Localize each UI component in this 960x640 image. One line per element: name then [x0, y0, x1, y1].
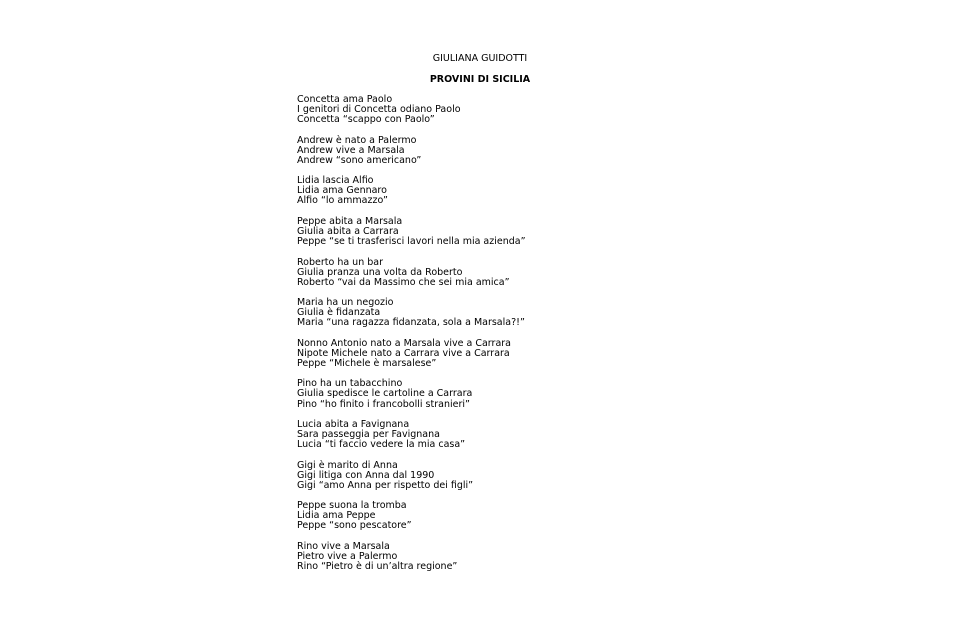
verse-line: Maria ha un negozio — [297, 297, 394, 309]
verse-line: Nipote Michele nato a Carrara vive a Carrara — [297, 347, 510, 359]
verse-line: Lidia ama Gennaro — [297, 185, 387, 197]
stanza — [297, 217, 717, 247]
stanza — [297, 542, 717, 572]
verse-line: Gigi litiga con Anna dal 1990 — [297, 469, 435, 481]
poem-body — [297, 95, 717, 583]
verse-line: Sara passeggia per Favignana — [297, 429, 440, 441]
verse-line: Lidia lascia Alfio — [297, 175, 374, 187]
verse-line: Pino ha un tabacchino — [297, 378, 403, 390]
poem-title: PROVINI DI SICILIA — [429, 74, 531, 85]
verse-line: Lucia abita a Favignana — [297, 419, 410, 430]
stanza — [297, 501, 717, 531]
verse-line: Nonno Antonio nato a Marsala vive a Carrara — [297, 337, 511, 349]
verse-line: Gigi è marito di Anna — [297, 459, 398, 471]
verse-line: Concetta “scappo con Paolo” — [297, 114, 435, 126]
stanza — [297, 339, 717, 369]
verse-line: Lucia “ti faccio vedere la mia casa” — [297, 439, 466, 451]
verse-line: Rino “Pietro è di un’altra regione” — [297, 561, 458, 573]
verse-line: Peppe suona la tromba — [297, 500, 407, 512]
verse-line: Peppe abita a Marsala — [297, 215, 403, 227]
stanza — [297, 136, 717, 166]
stanza — [297, 298, 717, 328]
stanza — [297, 95, 717, 125]
verse-line: Roberto ha un bar — [297, 256, 384, 268]
verse-line: Peppe “se ti trasferisci lavori nella mia azienda” — [297, 236, 526, 248]
verse-line: Andrew è nato a Palermo — [297, 134, 417, 146]
verse-line: Alfio “lo ammazzo” — [297, 195, 388, 207]
verse-line: I genitori di Concetta odiano Paolo — [297, 104, 461, 116]
verse-line: Giulia spedisce le cartoline a Carrara — [297, 388, 473, 400]
verse-line: Andrew vive a Marsala — [297, 144, 405, 156]
verse-line: Gigi “amo Anna per rispetto dei figli” — [297, 479, 474, 491]
stanza — [297, 461, 717, 491]
verse-line: Andrew “sono americano” — [297, 154, 422, 166]
author-name: GIULIANA GUIDOTTI — [432, 53, 528, 64]
stanza — [297, 420, 717, 450]
verse-line: Peppe “Michele è marsalese” — [297, 357, 437, 369]
verse-line: Lidia ama Peppe — [297, 510, 376, 522]
verse-line: Rino vive a Marsala — [297, 540, 390, 552]
stanza — [297, 258, 717, 288]
verse-line: Giulia abita a Carrara — [297, 225, 399, 237]
verse-line: Giulia pranza una volta da Roberto — [297, 266, 463, 278]
verse-line: Giulia è fidanzata — [297, 307, 381, 319]
verse-line: Maria “una ragazza fidanzata, sola a Marsala?!” — [297, 317, 525, 329]
verse-line: Roberto “vai da Massimo che sei mia amica” — [297, 276, 510, 288]
verse-line: Pietro vive a Palermo — [297, 550, 398, 562]
stanza — [297, 379, 717, 409]
stanza — [297, 176, 717, 206]
verse-line: Peppe “sono pescatore” — [297, 520, 412, 532]
verse-line: Pino “ho finito i francobolli stranieri” — [297, 398, 470, 410]
verse-line: Concetta ama Paolo — [297, 94, 393, 105]
